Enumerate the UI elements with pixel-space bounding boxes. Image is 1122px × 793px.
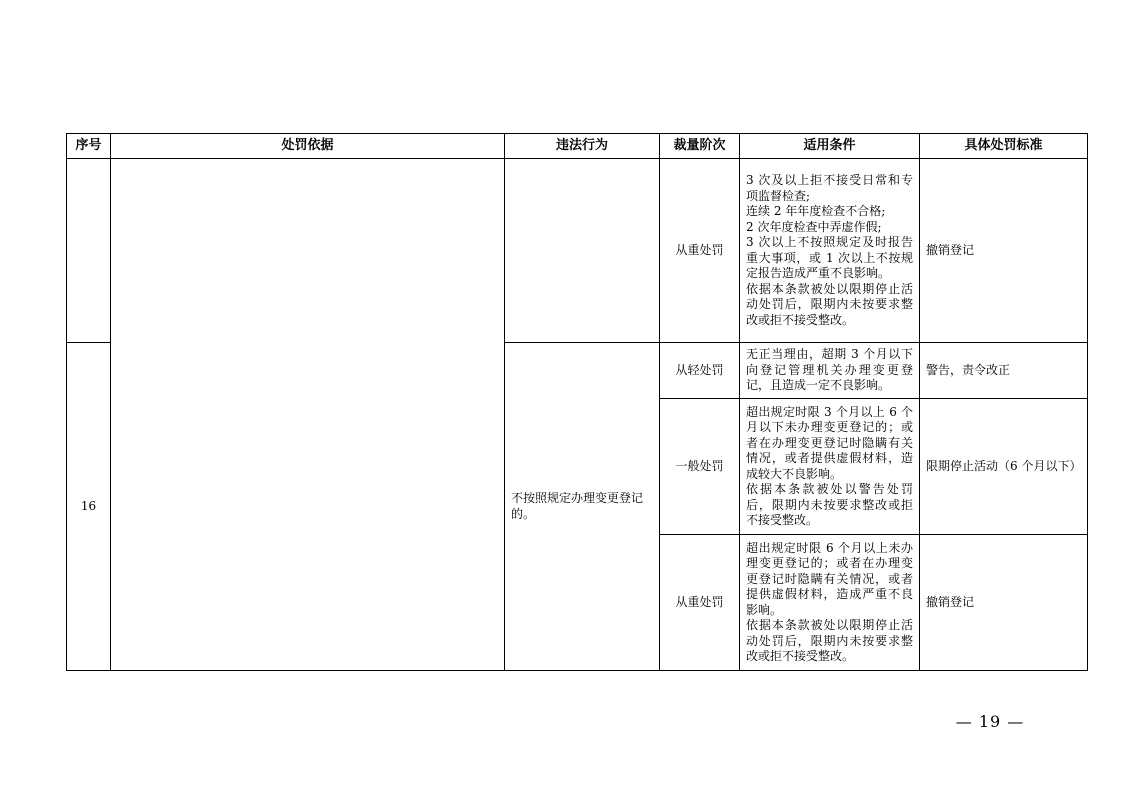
- header-standard: 具体处罚标准: [920, 134, 1088, 159]
- header-act: 违法行为: [505, 134, 660, 159]
- condition-line: 超出规定时限 6 个月以上未办理变更登记的；或者在办理变更登记时隐瞒有关情况，或者提供虚假材料，造成严重不良影响。: [746, 540, 913, 617]
- act-cell-previous: [505, 159, 660, 343]
- level-cell: 一般处罚: [660, 399, 740, 535]
- header-seq: 序号: [67, 134, 111, 159]
- level-cell: 从轻处罚: [660, 343, 740, 399]
- standard-cell: 限期停止活动（6 个月以下）: [920, 399, 1088, 535]
- condition-line: 3 次以上不按照规定及时报告重大事项，或 1 次以上不按规定报告造成严重不良影响。: [746, 235, 913, 280]
- standard-cell: 撤销登记: [920, 535, 1088, 671]
- condition-cell: [740, 159, 920, 343]
- condition-line: 依据本条款被处以警告处罚后，限期内未按要求整改或拒不接受整改。: [746, 482, 913, 527]
- condition-cell: [740, 343, 920, 399]
- penalty-standard-table: [66, 133, 1088, 671]
- level-cell: 从重处罚: [660, 535, 740, 671]
- level-cell: 从重处罚: [660, 159, 740, 343]
- standard-cell: 警告，责令改正: [920, 343, 1088, 399]
- condition-line: 依据本条款被处以限期停止活动处罚后，限期内未按要求整改或拒不接受整改。: [746, 281, 913, 327]
- standard-cell: 撤销登记: [920, 159, 1088, 343]
- table-row: [67, 159, 1088, 343]
- header-basis: 处罚依据: [111, 134, 505, 159]
- condition-line: 3 次及以上拒不接受日常和专项监督检查;: [746, 173, 913, 203]
- header-condition: 适用条件: [740, 134, 920, 159]
- seq-cell-previous: [67, 159, 111, 343]
- condition-line: 超出规定时限 3 个月以上 6 个月以下未办理变更登记的；或者在办理变更登记时隐瞒有关情况，或者提供虚假材料，造成较大不良影响。: [746, 404, 913, 481]
- basis-cell: [111, 159, 505, 671]
- act-cell: 不按照规定办理变更登记的。: [505, 343, 660, 671]
- condition-line: 2 次年度检查中弄虚作假;: [746, 219, 882, 234]
- page-number: — 19 —: [955, 712, 1025, 731]
- seq-cell: 16: [67, 343, 111, 671]
- table-header-row: [67, 134, 1088, 159]
- condition-cell: [740, 399, 920, 535]
- condition-cell: [740, 535, 920, 671]
- header-level: 裁量阶次: [660, 134, 740, 159]
- condition-line: 无正当理由，超期 3 个月以下向登记管理机关办理变更登记，且造成一定不良影响。: [746, 347, 913, 393]
- condition-line: 连续 2 年年度检查不合格;: [746, 204, 886, 218]
- condition-line: 依据本条款被处以限期停止活动处罚后，限期内未按要求整改或拒不接受整改。: [746, 618, 913, 663]
